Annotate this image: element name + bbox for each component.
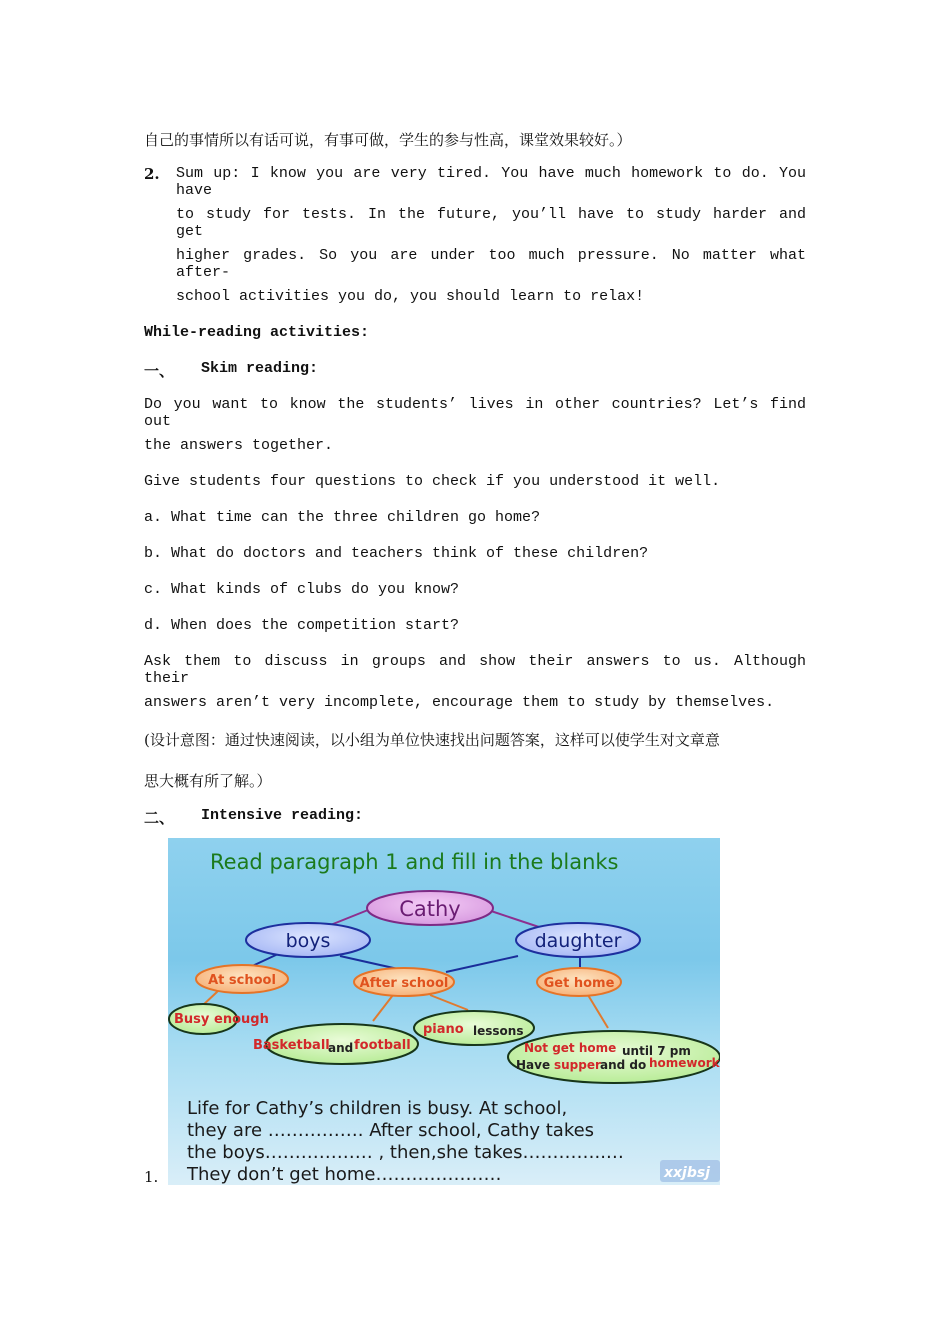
ask-line-1: Ask them to discuss in groups and show their answers to us. Although their [144, 653, 806, 687]
and-do-label: and do [600, 1058, 647, 1072]
design-intent-line-2: 思大概有所了解。） [144, 772, 272, 790]
supper-answer: supper [554, 1058, 601, 1072]
not-get-home-answer: Not get home [524, 1041, 617, 1055]
connector-line [340, 956, 398, 969]
sumup-line-1: Sum up: I know you are very tired. You have much homework to do. You have [176, 165, 806, 199]
sumup-line-4: school activities you do, you should learn to relax! [176, 288, 645, 305]
and-label: and [328, 1041, 354, 1055]
football-answer: football [354, 1038, 411, 1053]
question-a: a. What time can the three children go home? [144, 509, 541, 526]
skim-heading: Skim reading: [201, 360, 319, 377]
passage-line-1: Life for Cathy’s children is busy. At school, [187, 1098, 568, 1119]
basketball-answer: Basketball [253, 1038, 330, 1053]
passage-line-3: the boys……………… , then,she takes…………..… [187, 1142, 624, 1163]
until-label: until 7 pm [622, 1044, 691, 1058]
boys-label: boys [285, 930, 331, 952]
lessons-label: lessons [473, 1024, 524, 1038]
intensive-heading: Intensive reading: [201, 807, 364, 824]
piano-answer: piano [423, 1022, 464, 1037]
connector-line [446, 956, 518, 972]
get-home-label: Get home [543, 976, 615, 991]
figure-number: 1. [144, 1168, 159, 1186]
while-reading-heading: While-reading activities: [144, 324, 370, 341]
sumup-line-3: higher grades. So you are under too much pressure. No matter what after- [176, 247, 806, 281]
question-c: c. What kinds of clubs do you know? [144, 581, 460, 598]
busy-answer: Busy [174, 1012, 210, 1027]
connector-line [373, 995, 393, 1021]
connector-line [588, 995, 608, 1028]
at-school-label: At school [208, 973, 276, 988]
daughter-label: daughter [534, 930, 622, 952]
passage-line-4: They don’t get home………………… [187, 1164, 502, 1185]
question-d: d. When does the competition start? [144, 617, 460, 634]
skim-heading-number: 一、 [144, 362, 175, 380]
mind-map-figure [168, 838, 720, 1185]
design-intent-line-1: (设计意图：通过快速阅读，以小组为单位快速找出问题答案，这样可以使学生对文章意 [144, 731, 720, 749]
enough-label: enough [214, 1012, 269, 1027]
passage-line-2: they are ……………. After school, Cathy takes [187, 1120, 595, 1141]
cathy-label: Cathy [399, 897, 461, 921]
watermark-text: xxjbsj [664, 1165, 711, 1181]
homework-answer: homework [649, 1056, 720, 1070]
skim-para-line-2: the answers together. [144, 437, 334, 454]
intensive-heading-number: 二、 [144, 809, 175, 827]
have-label: Have [516, 1058, 551, 1072]
after-school-label: After school [359, 976, 449, 991]
sumup-line-2: to study for tests. In the future, you’ll have to study harder and get [176, 206, 806, 240]
figure-title: Read paragraph 1 and fill in the blanks [210, 850, 619, 874]
ask-line-2: answers aren’t very incomplete, encourage them to study by themselves. [144, 694, 775, 711]
sumup-number: 2. [144, 165, 160, 183]
question-b: b. What do doctors and teachers think of these children? [144, 545, 649, 562]
intro-tail-text: 自己的事情所以有话可说，有事可做，学生的参与性高，课堂效果较好。） [144, 131, 632, 149]
skim-para-line-1: Do you want to know the students’ lives in other countries? Let’s find out [144, 396, 806, 430]
connector-line [430, 995, 468, 1010]
give-questions-text: Give students four questions to check if you understood it well. [144, 473, 721, 490]
